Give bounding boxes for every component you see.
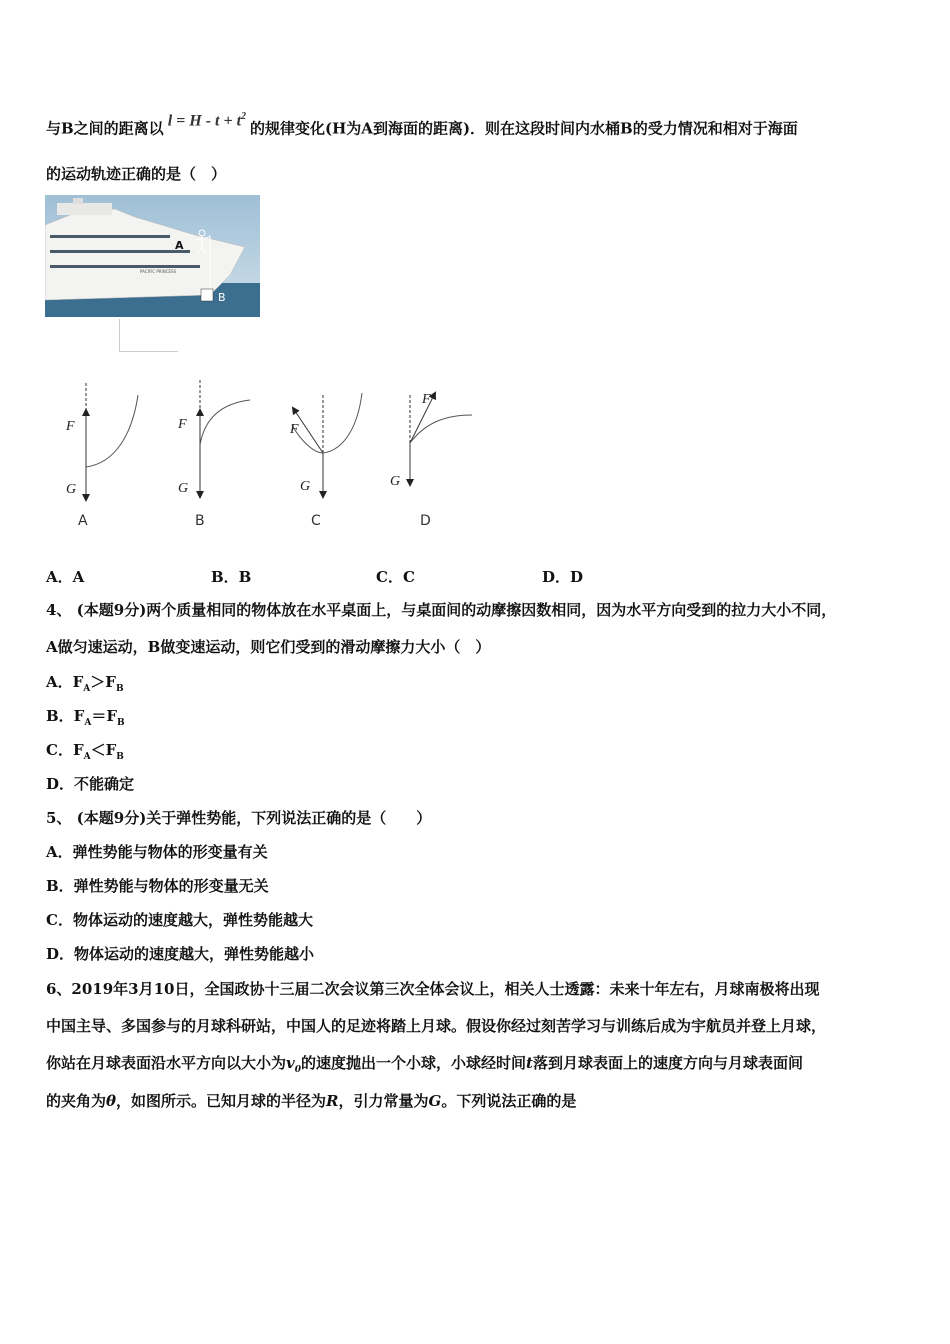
diagram-c-g-label: G bbox=[300, 479, 311, 494]
diagram-b-f-label: F bbox=[178, 417, 187, 432]
diagram-a-g-label: G bbox=[66, 482, 77, 497]
q3-option-b[interactable]: B．B bbox=[211, 568, 252, 586]
ship-name-text: PACIFIC PRINCESS bbox=[140, 269, 177, 274]
q3-option-a[interactable]: A．A bbox=[46, 568, 85, 586]
q3-option-d[interactable]: D．D bbox=[542, 568, 584, 586]
q3-options bbox=[46, 566, 746, 586]
diagram-label-c: C bbox=[311, 513, 321, 529]
diagram-d-g-label: G bbox=[390, 474, 401, 489]
photo-label-b: B bbox=[218, 291, 226, 304]
q4-option-d[interactable]: D．不能确定 bbox=[46, 775, 135, 793]
q3-option-c[interactable]: C．C bbox=[376, 568, 415, 586]
q4-option-b[interactable]: B．$F_A=F_B$ bbox=[46, 707, 125, 728]
diagram-label-d: D bbox=[420, 513, 431, 529]
diagram-label-a: A bbox=[78, 513, 88, 529]
q5-option-d[interactable]: D．物体运动的速度越大，弹性势能越小 bbox=[46, 945, 315, 963]
q4-stem-line1: 4、 (本题9分)两个质量相同的物体放在水平桌面上，与桌面间的动摩擦因数相同，因为水平方向受到的拉力大小不同， bbox=[46, 601, 837, 619]
diagram-label-b: B bbox=[195, 513, 205, 529]
q4-stem-line2: A做匀速运动，B做变速运动，则它们受到的滑动摩擦力大小（ ） bbox=[46, 638, 491, 656]
var-g: G bbox=[428, 1092, 442, 1110]
diagram-a-f-label: F bbox=[66, 419, 75, 434]
q3-stem-line1 bbox=[46, 111, 798, 139]
trajectory-diagrams bbox=[40, 375, 490, 535]
q5-option-a[interactable]: A．弹性势能与物体的形变量有关 bbox=[46, 843, 268, 861]
var-r: R bbox=[326, 1092, 339, 1110]
diagram-d bbox=[410, 393, 472, 485]
q5-stem: 5、 (本题9分)关于弹性势能，下列说法正确的是（ ） bbox=[46, 809, 432, 827]
diagram-a bbox=[86, 383, 138, 500]
q5-option-b[interactable]: B．弹性势能与物体的形变量无关 bbox=[46, 877, 269, 895]
bucket-b bbox=[201, 289, 213, 301]
ship-photo bbox=[45, 195, 260, 317]
q6-stem-line2: 中国主导、多国参与的月球科研站，中国人的足迹将踏上月球。假设你经过刻苦学习与训练后成为宇航员并登上月球， bbox=[46, 1017, 827, 1035]
photo-label-a: A bbox=[175, 239, 184, 252]
q3-stem-line2: 的运动轨迹正确的是（ ） bbox=[46, 165, 227, 183]
q3-formula: $l = H - t + t^2$ bbox=[167, 111, 247, 130]
diagram-c-f-label: F bbox=[290, 422, 299, 437]
q4-option-a[interactable]: A．$F_A>F_B$ bbox=[46, 673, 124, 694]
q3-stem-suffix: 的规律变化(H为A到海面的距离)．则在这段时间内水桶B的受力情况和相对于海面 bbox=[250, 119, 798, 138]
q4-option-c[interactable]: C．$F_A<F_B$ bbox=[46, 741, 124, 762]
diagram-d-f-label: F bbox=[422, 392, 431, 407]
q6-stem-line4: 的夹角为θ，如图所示。已知月球的半径为R，引力常量为G。下列说法正确的是 bbox=[46, 1092, 577, 1110]
q3-stem-prefix: 与B之间的距离以 bbox=[46, 119, 164, 138]
q5-option-c[interactable]: C．物体运动的速度越大，弹性势能越大 bbox=[46, 911, 313, 929]
var-theta: θ bbox=[106, 1092, 117, 1110]
var-t: t bbox=[526, 1054, 533, 1072]
blank-image-frame bbox=[119, 319, 178, 352]
q6-stem-line1: 6、2019年3月10日，全国政协十三届二次会议第三次全体会议上，相关人士透露：未来十年左右，月球南极将出现 bbox=[46, 980, 820, 998]
diagram-b bbox=[200, 380, 250, 497]
var-v0: $v_0$ bbox=[286, 1054, 301, 1075]
diagram-b-g-label: G bbox=[178, 481, 189, 496]
q6-stem-line3: 你站在月球表面沿水平方向以大小为$v_0$的速度抛出一个小球，小球经时间t落到月球表面上的速度方向与月球表面间 bbox=[46, 1054, 803, 1075]
